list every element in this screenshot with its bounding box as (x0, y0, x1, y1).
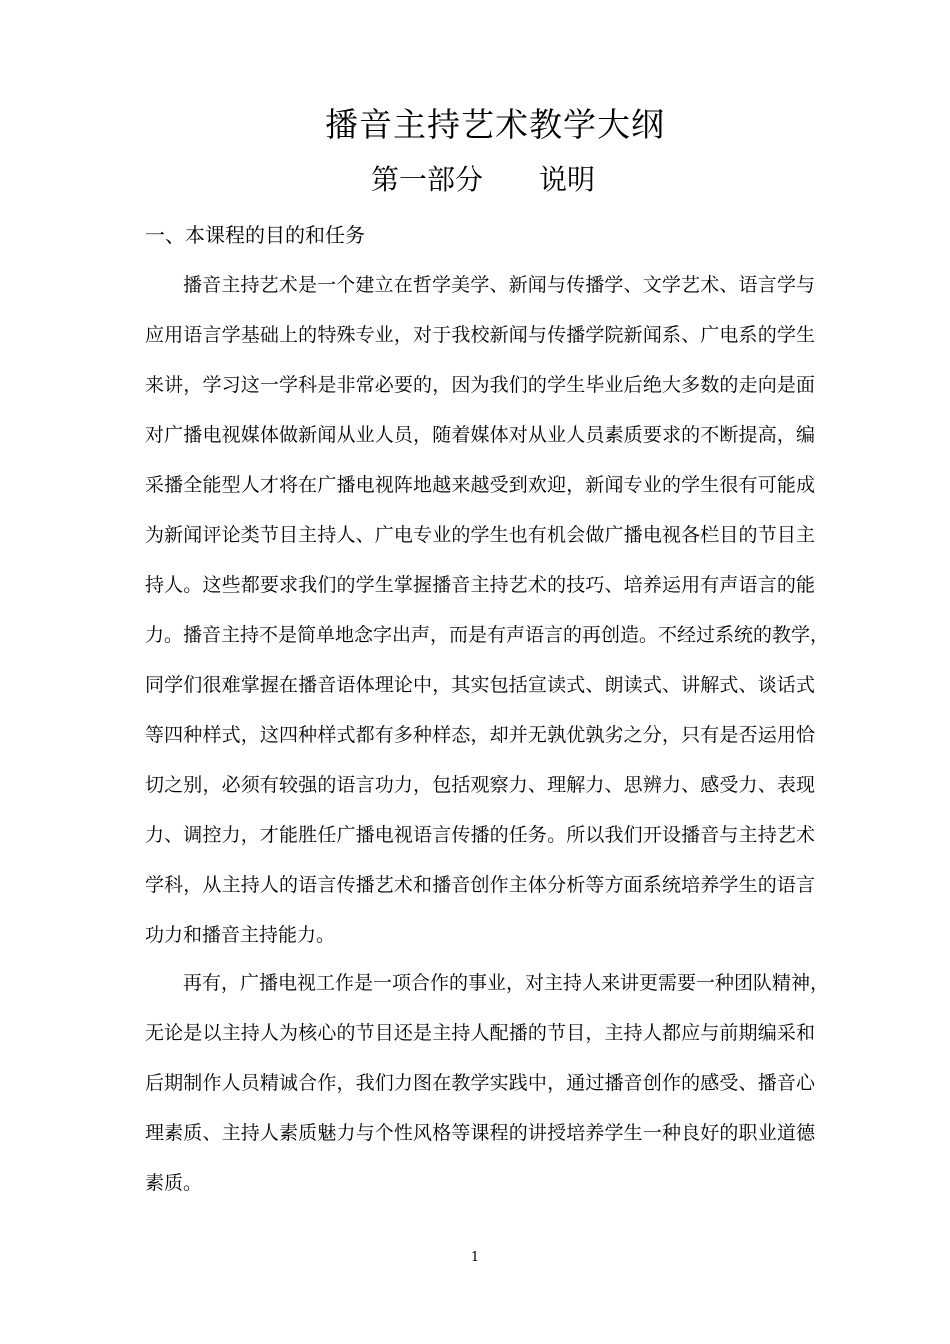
paragraph-line: 后期制作人员精诚合作，我们力图在教学实践中，通过播音创作的感受、播音心 (145, 1072, 815, 1094)
paragraph-line: 为新闻评论类节目主持人、广电专业的学生也有机会做广播电视各栏目的节目主 (145, 524, 815, 546)
paragraph-line: 学科，从主持人的语言传播艺术和播音创作主体分析等方面系统培养学生的语言 (145, 874, 815, 896)
paragraph-line: 素质。 (145, 1172, 203, 1194)
paragraph-2 (145, 958, 830, 1208)
paragraph-line: 再有，广播电视工作是一项合作的事业，对主持人来讲更需要一种团队精神， (183, 972, 830, 994)
paragraph-line: 持人。这些都要求我们的学生掌握播音主持艺术的技巧、培养运用有声语言的能 (145, 574, 815, 596)
document-title: 播音主持艺术教学大纲 (325, 105, 665, 144)
paragraph-line: 力、调控力，才能胜任广播电视语言传播的任务。所以我们开设播音与主持艺术 (145, 824, 815, 846)
paragraph-1 (145, 260, 830, 960)
paragraph-line: 采播全能型人才将在广播电视阵地越来越受到欢迎，新闻专业的学生很有可能成 (145, 474, 815, 496)
section-heading: 一、本课程的目的和任务 (145, 223, 365, 247)
paragraph-line: 来讲，学习这一学科是非常必要的，因为我们的学生毕业后绝大多数的走向是面 (145, 374, 815, 396)
paragraph-line: 理素质、主持人素质魅力与个性风格等课程的讲授培养学生一种良好的职业道德 (145, 1122, 815, 1144)
paragraph-line: 等四种样式，这四种样式都有多种样态，却并无孰优孰劣之分，只有是否运用恰 (145, 724, 815, 746)
paragraph-line: 对广播电视媒体做新闻从业人员，随着媒体对从业人员素质要求的不断提高，编 (145, 424, 815, 446)
part-title: 第一部分 说明 (370, 163, 595, 196)
paragraph-line: 功力和播音主持能力。 (145, 924, 336, 946)
paragraph-line: 播音主持艺术是一个建立在哲学美学、新闻与传播学、文学艺术、语言学与 (183, 274, 815, 296)
paragraph-line: 同学们很难掌握在播音语体理论中，其实包括宣读式、朗读式、讲解式、谈话式 (145, 674, 815, 696)
paragraph-line: 无论是以主持人为核心的节目还是主持人配播的节目，主持人都应与前期编采和 (145, 1022, 815, 1044)
paragraph-line: 应用语言学基础上的特殊专业，对于我校新闻与传播学院新闻系、广电系的学生 (145, 324, 815, 346)
paragraph-line: 力。播音主持不是简单地念字出声，而是有声语言的再创造。不经过系统的教学， (145, 624, 830, 646)
paragraph-line: 切之别，必须有较强的语言功力，包括观察力、理解力、思辨力、感受力、表现 (145, 774, 815, 796)
page-number: 1 (470, 1250, 480, 1265)
